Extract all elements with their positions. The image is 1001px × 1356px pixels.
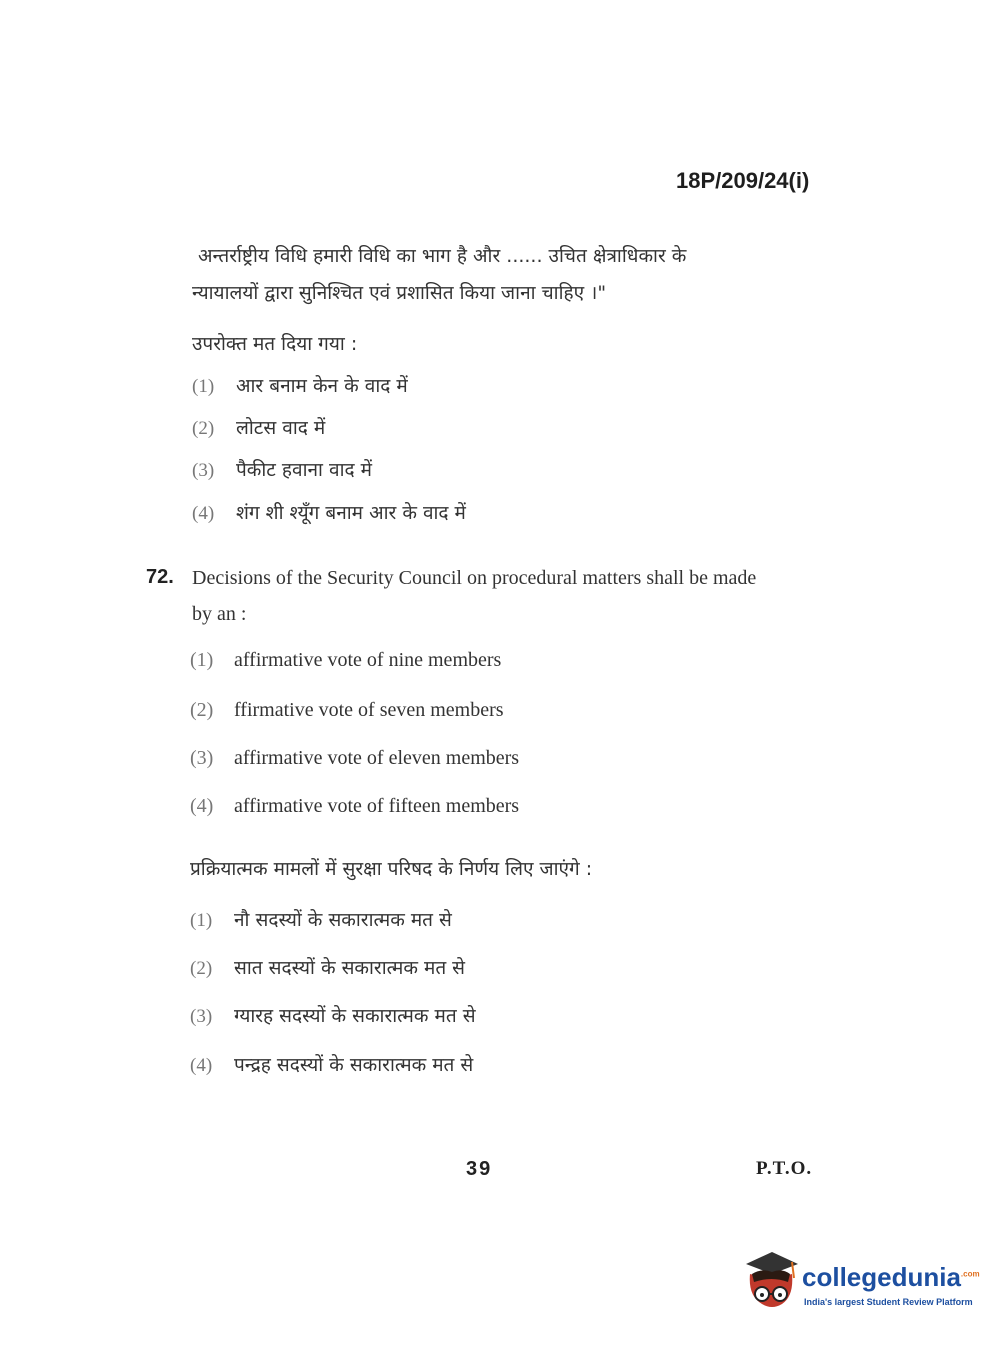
option-number: (2)	[192, 418, 215, 439]
option-number: (4)	[192, 503, 215, 524]
option-text: आर बनाम केन के वाद में	[236, 375, 408, 397]
option-number: (1)	[190, 649, 214, 671]
option-number: (1)	[190, 910, 213, 931]
mascot-icon	[742, 1248, 802, 1314]
prev-option-2	[192, 414, 325, 440]
option-3	[190, 747, 519, 770]
hindi-quote-line-1: अन्तर्राष्ट्रीय विधि हमारी विधि का भाग है और ...... उचित क्षेत्राधिकार के	[198, 245, 687, 267]
option-number: (3)	[192, 460, 215, 481]
option-number: (1)	[192, 376, 215, 397]
option-text: affirmative vote of fifteen members	[234, 795, 520, 817]
option-number: (3)	[190, 1006, 213, 1027]
page-number: 39	[466, 1158, 493, 1180]
question-number: 72.	[146, 566, 174, 588]
option-text: शंग शी श्यूँग बनाम आर के वाद में	[236, 502, 466, 524]
option-number: (4)	[190, 795, 214, 817]
prev-option-4	[192, 499, 466, 525]
brand-dotcom: .com	[960, 1269, 980, 1279]
option-text: सात सदस्यों के सकारात्मक मत से	[234, 957, 466, 979]
option-number: (3)	[190, 747, 214, 769]
option-text: पन्द्रह सदस्यों के सकारात्मक मत से	[234, 1054, 474, 1076]
option-number: (2)	[190, 699, 214, 721]
option-text: नौ सदस्यों के सकारात्मक मत से	[234, 909, 452, 931]
option-2	[190, 699, 504, 722]
brand-name	[802, 1262, 980, 1293]
question-stem-hindi: प्रक्रियात्मक मामलों में सुरक्षा परिषद के निर्णय लिए जाएंगे :	[190, 858, 593, 880]
option-hi-4	[190, 1051, 473, 1077]
option-text: लोटस वाद में	[236, 417, 326, 439]
brand-tagline: India's largest Student Review Platform	[804, 1297, 973, 1307]
prev-option-1	[192, 372, 408, 398]
option-hi-3	[190, 1002, 476, 1028]
prev-question-stem: उपरोक्त मत दिया गया :	[192, 333, 358, 355]
option-number: (4)	[190, 1055, 213, 1076]
option-text: ffirmative vote of seven members	[234, 699, 504, 721]
option-text: ग्यारह सदस्यों के सकारात्मक मत से	[234, 1005, 476, 1027]
option-4	[190, 795, 519, 818]
option-text: पैकीट हवाना वाद में	[236, 459, 372, 481]
option-hi-2	[190, 954, 465, 980]
brand-text: collegedunia	[802, 1262, 961, 1292]
option-text: affirmative vote of eleven members	[234, 747, 520, 769]
prev-option-3	[192, 456, 372, 482]
option-hi-1	[190, 906, 452, 932]
question-stem-line-2: by an :	[192, 603, 247, 625]
option-number: (2)	[190, 958, 213, 979]
paper-code: 18P/209/24(i)	[676, 168, 810, 193]
option-text: affirmative vote of nine members	[234, 649, 502, 671]
question-stem-line-1: Decisions of the Security Council on procedural matters shall be made	[192, 567, 757, 589]
option-1	[190, 649, 501, 672]
hindi-quote-line-2: न्यायालयों द्वारा सुनिश्चित एवं प्रशासित किया जाना चाहिए ।"	[192, 282, 607, 304]
pto-label: P.T.O.	[756, 1158, 813, 1179]
